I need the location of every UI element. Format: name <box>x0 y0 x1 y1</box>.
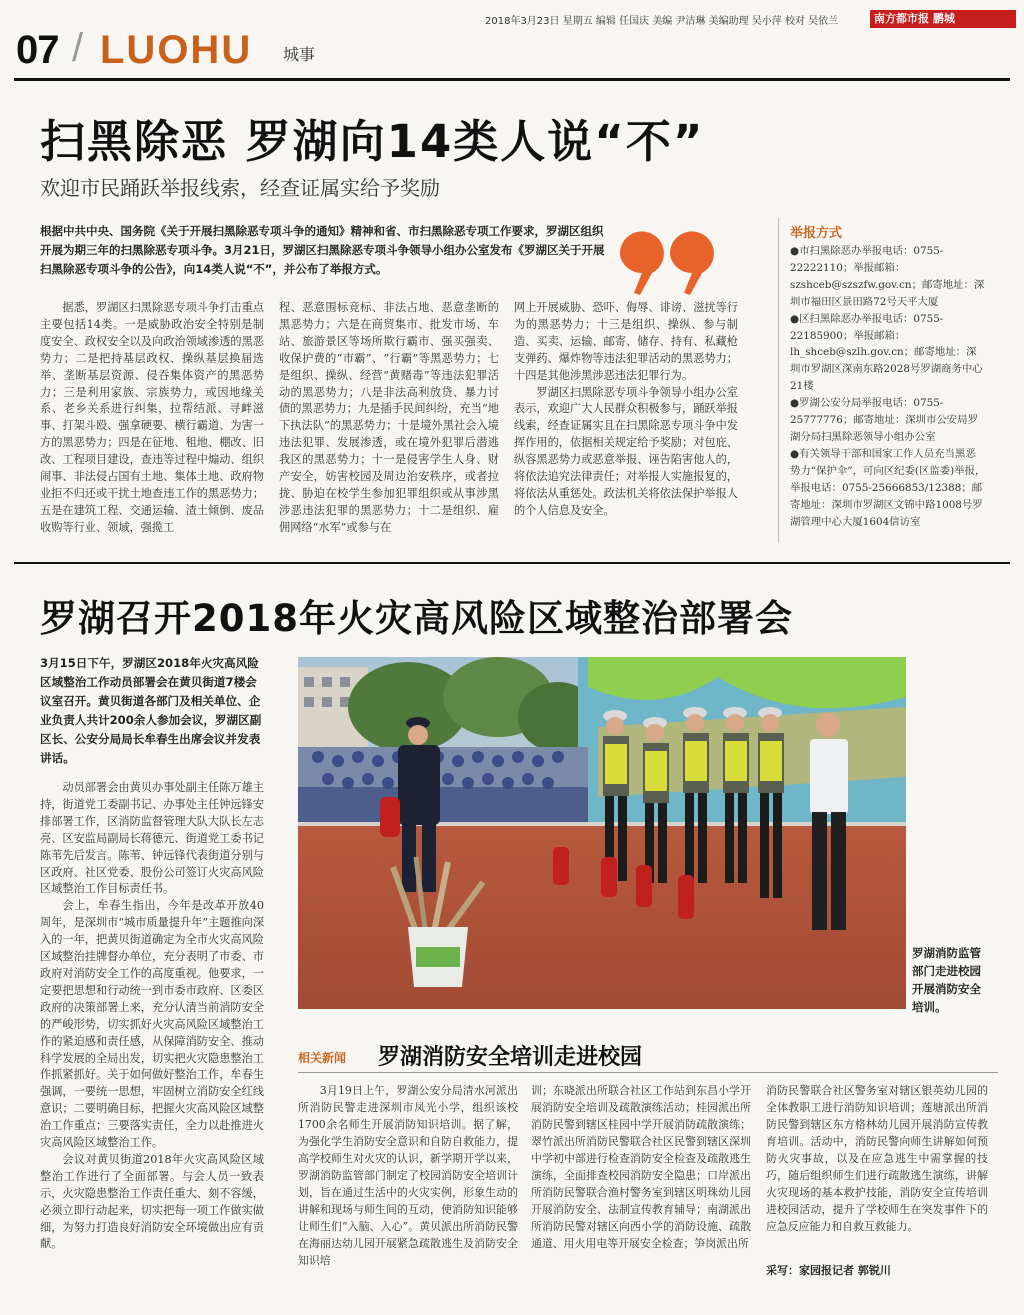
section-subtitle: 城事 <box>283 45 316 64</box>
article3-column-2 <box>531 1082 751 1252</box>
article2-paragraph-3: 会议对黄贝街道2018年火灾高风险区域整治工作进行了全面部署。与会人员一致表示，火灾隐患整治工作责任重大、刻不容缓，必须立即行动起来，切实把每一项工作做实做细，为努力打造良好消防安全环境做出应有贡献。 <box>40 1152 264 1251</box>
article1-col3a-text: 网上开展威胁、恐吓、侮辱、诽谤、滋扰等行为的黑恶势力；十三是组织、操纵、参与制造、买卖、运输、邮寄、储存、持有、私藏枪支弹药、爆炸物等违法犯罪活动的黑恶势力；十四是其他涉黑涉恶违法犯罪行为。 <box>514 301 738 382</box>
article3-col3-text: 消防民警联合社区警务室对辖区银英幼儿园的全体教职工进行消防知识培训；莲塘派出所消防民警到辖区东方格林幼儿园开展消防宣传教育培训。活动中，消防民警向师生讲解如何预防火灾事故，以及在应急逃生中需掌握的技巧，随后组织师生们进行疏散逃生演练，讲解火灾现场的基本救护技能，消防安全宣传培训进校园活动，提升了学校师生在突发事件下的应急反应能力和自救互救能力。 <box>766 1084 988 1233</box>
fire-training-photo <box>298 657 906 1009</box>
article1-column-1 <box>40 300 264 537</box>
article1-col2-text: 程、恶意围标竞标、非法占地、恶意垄断的黑恶势力；六是在商贸集市、批发市场、车站、旅游景区等场所欺行霸市、强买强卖、收保护费的“市霸”、“行霸”等黑恶势力；七是组织、操纵、经营“黄赌毒”等违法犯罪活动的黑恶势力；八是非法高利放贷、暴力讨债的黑恶势力；九是插手民间纠纷，充当“地下执法队”的黑恶势力；十是境外黑社会入境违法犯罪、发展渗透，或在境外犯罪后潜逃我区的黑恶势力；十一是侵害学生人身、财产安全，妨害校园及周边治安秩序，或者拉拢、胁迫在校学生参加犯罪组织或从事涉黑涉恶违法犯罪的黑恶势力；十二是组织、雇佣网络“水军”或参与在 <box>279 301 499 534</box>
article1-col3b-text: 罗湖区扫黑除恶专项斗争领导小组办公室表示，欢迎广大人民群众积极参与，踊跃举报线索，经查证属实且在扫黑除恶专项斗争中发挥作用的，依据相关规定给予奖励；对包庇、纵容黑恶势力或恶意举报、诬告陷害他人的，将依法追究法律责任；对举报人实施报复的，将依法从重惩处。政法机关将依法保护举报人的个人信息及安全。 <box>514 385 738 517</box>
article3-headline: 罗湖消防安全培训走进校园 <box>378 1045 643 1070</box>
newspaper-logo: 南方都市报 鹏城 <box>870 10 1016 28</box>
report-box-title: 举报方式 <box>790 226 843 241</box>
article2-headline: 罗湖召开2018年火灾高风险区域整治部署会 <box>40 597 793 640</box>
article3-col1-text: 3月19日上午，罗湖公安分局清水河派出所消防民警走进深圳市凤光小学，组织该校1700余名师生开展消防知识培训。据了解，为强化学生消防安全意识和自防自救能力，提高学校师生对火灾的认识，新学期开学以来，罗湖消防监管部门制定了校园消防安全培训计划，旨在通过生活中的火灾实例，形象生动的讲解和现场与师生间的互动，使消防知识能够让师生们“入脑、入心”。黄贝派出所消防民警在海丽达幼儿园开展紧急疏散逃生及消防安全知识培 <box>298 1084 518 1267</box>
report-item: ●区扫黑除恶办举报电话：0755-22185900；举报邮箱：lh_shceb@szlh.gov.cn；邮寄地址：深圳市罗湖区深南东路2028号罗湖商务中心21楼 <box>790 312 983 393</box>
photo-illustration <box>298 657 906 1009</box>
article2-body <box>40 780 264 1253</box>
article1-headline: 扫黑除恶 罗湖向14类人说“不” <box>40 115 705 168</box>
related-news-tag: 相关新闻 <box>298 1051 347 1065</box>
article3-column-3 <box>766 1082 988 1235</box>
header-rule <box>14 78 1010 81</box>
slash-divider: / <box>72 26 84 70</box>
article2-paragraph-2: 会上，牟春生指出，今年是改革开放40周年，是深圳市“城市质量提升年”主题推向深入的一年，把黄贝街道确定为全市火灾高风险区域整治挂牌督办单位，充分表明了市委、市政府对消防安全工作的高度重视。他要求，一定要把思想和行动统一到市委市政府、区委区政府的决策部署上来，充分认清当前消防安全的严峻形势，切实抓好火灾高风险区域整治工作的紧迫感和责任感，从保障消防安全、推动科学发展的全局出发，切实把火灾隐患整治工作抓紧抓好。关于如何做好整治工作，牟春生强调，一要统一思想，牢固树立消防安全红线意识；二要明确目标，把握火灾高风险区域整治工作重点；三要落实责任，全力以赴推进火灾高风险区域整治工作。 <box>40 899 265 1150</box>
article1-column-2 <box>279 300 499 537</box>
photo-caption: 罗湖消防监管部门走进校园开展消防安全培训。 <box>912 946 981 1014</box>
sidebar-divider <box>778 218 779 543</box>
article1-col1-text: 据悉，罗湖区扫黑除恶专项斗争打击重点主要包括14类。一是威胁政治安全特别是制度安全、政权安全以及向政治领域渗透的黑恶势力；二是把持基层政权、操纵基层换届选举、垄断基层资源、侵吞集体资产的黑恶势力；三是利用家族、宗族势力，或因地缘关系、老乡关系进行纠集，拉帮结派、寻衅滋事、打架斗殴、强拿硬要、横行霸道、为害一方的黑恶势力；四是在征地、租地、棚改、旧改、工程项目建设，查违等过程中煽动、组织闹事、非法侵占国有土地、集体土地、政府物业拒不归还或干扰土地查违工作的黑恶势力；五是在建筑工程、交通运输、渣土倾倒、废品收购等行业、领域，强揽工 <box>40 301 264 534</box>
report-box <box>790 243 986 530</box>
quote-icon-svg <box>612 223 722 303</box>
report-item: ●有关领导干部和国家工作人员充当黑恶势力“保护伞”，可向区纪委(区监委)举报，举报电话：0755-25666853/12388；邮寄地址：深圳市罗湖区文锦中路1008号罗湖管理中心大厦1604信访室 <box>790 447 986 528</box>
article3-column-1 <box>298 1082 518 1269</box>
article3-rule <box>298 1072 998 1073</box>
article1-subheadline: 欢迎市民踊跃举报线索，经查证属实给予奖励 <box>40 176 440 200</box>
report-item: ●市扫黑除恶办举报电话：0755-22222110；举报邮箱：szshceb@szszfw.gov.cn；邮寄地址：深圳市福田区景田路72号天平大厦 <box>790 245 985 308</box>
article1-lead: 根据中共中央、国务院《关于开展扫黑除恶专项斗争的通知》精神和省、市扫黑除恶专项工作要求，罗湖区组织开展为期三年的扫黑除恶专项斗争。3月21日，罗湖区扫黑除恶专项斗争领导小组办公室发布《罗湖区关于开展扫黑除恶专项斗争的公告》，向14类人说“不”，并公布了举报方式。 <box>40 224 605 276</box>
article2-lead: 3月15日下午，罗湖区2018年火灾高风险区域整治工作动员部署会在黄贝街道7楼会议室召开。黄贝街道各部门及相关单位、企业负责人共计200余人参加会议，罗湖区副区长、公安分局局长牟春生出席会议并发表讲话。 <box>40 656 262 766</box>
report-item: ●罗湖公安分局举报电话：0755-25777776；邮寄地址：深圳市公安局罗湖分局扫黑除恶领导小组办公室 <box>790 397 978 443</box>
date-editor-line: 2018年3月23日 星期五 编辑 任国庆 美编 尹洁琳 美编助理 吴小萍 校对 吴依兰 <box>485 16 839 27</box>
article1-column-3 <box>514 300 738 520</box>
article3-byline: 采写：家园报记者 郭锐川 <box>766 1264 891 1277</box>
section-name: LUOHU <box>100 28 253 72</box>
article2-paragraph-1: 动员部署会由黄贝办事处副主任陈万雄主持，街道党工委副书记、办事处主任钟远锋安排部署工作，区消防监督管理大队大队长左志亮、区安监局副局长蒋德元、街道党工委书记陈苇先后发言。陈苇、钟远锋代表街道分别与区政府、社区党委、股份公司签订火灾高风险区域整治工作目标责任书。 <box>40 781 264 896</box>
article3-col2-text: 训；东晓派出所联合社区工作站到东昌小学开展消防安全培训及疏散演练活动；桂园派出所消防民警到辖区桂园中学开展消防疏散演练；翠竹派出所消防民警联合社区民警到辖区深圳中学初中部进行检查消防安全检查及疏散逃生演练，全面排查校园消防安全隐患；口岸派出所消防民警联合渔村警务室到辖区明珠幼儿园开展消防安全、法制宣传教育辅导；南湖派出所消防民警对辖区向西小学的消防设施、疏散通道、用火用电等开展安全检查；笋岗派出所 <box>531 1084 751 1250</box>
section-rule <box>14 562 1010 564</box>
page-number: 07 <box>16 28 59 72</box>
top-bar <box>0 8 1024 30</box>
